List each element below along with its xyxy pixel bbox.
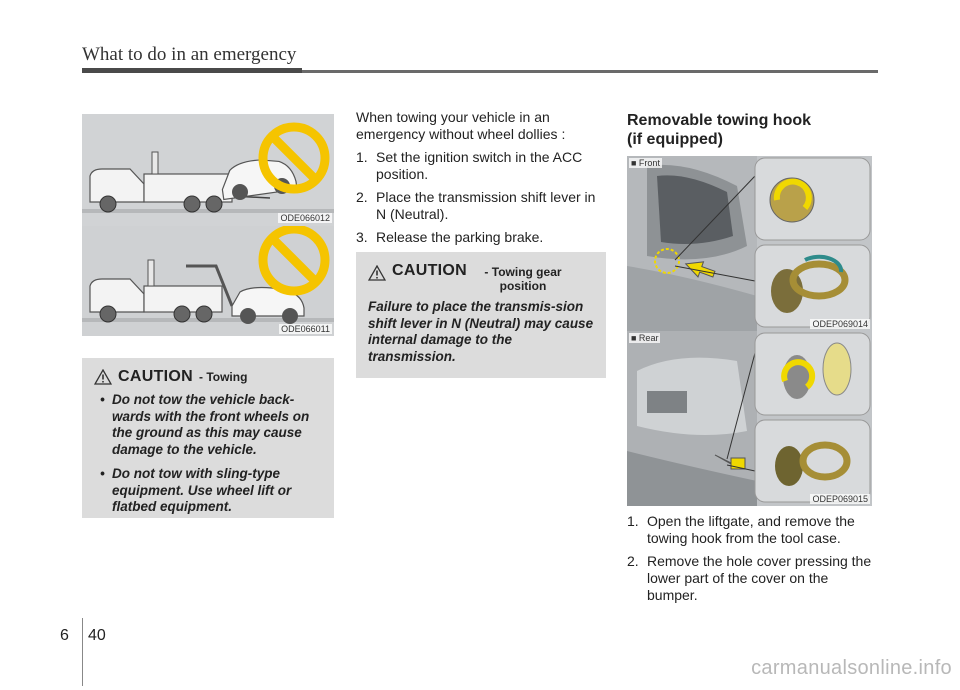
figure-front-hook [627,156,872,331]
step-text: Place the transmission shift lever in N (Neutral). [376,189,596,222]
step-number: 1. [627,513,639,529]
caution-bullet: • Do not tow the vehicle back-wards with the front wheels on the ground as this may cause damage to the vehicle. [94,392,322,458]
figure-flatbed-tow [82,114,334,226]
prohibited-icon [254,226,334,300]
caution-text: Failure to place the transmis-sion shift lever in N (Neutral) may cause internal damage to the transmission. [368,299,594,364]
warning-triangle-icon [368,265,386,281]
step-text: Set the ignition switch in the ACC position. [376,149,583,182]
caution-box-towing [82,358,334,518]
figure-rear-hook [627,331,872,506]
caution-subtitle: - Towing gear position [484,265,562,293]
prohibited-icon [254,118,334,198]
procedure-step [627,553,879,604]
caution-box-gear-position [356,252,606,378]
caution-bullet: • Do not tow with sling-type equipment. Use wheel lift or flatbed equipment. [94,466,322,516]
step-number: 3. [356,229,368,245]
header-rule [82,70,878,73]
figure-label: ■ Front [631,158,660,168]
figure-id: ODEP069015 [812,494,868,504]
page-number: 40 [88,627,106,644]
figure-sling-tow [82,226,334,336]
step-text: Remove the hole cover pressing the lower part of the cover on the bumper. [647,553,872,603]
page-header-title: What to do in an emergency [82,44,297,65]
caution-label: CAUTION [118,368,193,385]
procedure-intro: When towing your vehicle in an emergency without wheel dollies : [356,109,566,142]
step-text: Release the parking brake. [376,229,544,245]
figure-id: ODEP069014 [812,319,868,329]
chapter-number: 6 [60,627,69,644]
footer-rule [82,618,83,686]
section-title [627,111,811,149]
rear-bumper-illustration [627,331,872,506]
figure-label: ■ Rear [631,333,659,343]
procedure-step [627,513,879,547]
towing-procedure [356,109,604,246]
warning-triangle-icon [94,369,112,385]
hook-procedure [627,509,879,604]
section-title-line: Removable towing hook [627,112,812,129]
procedure-step [356,149,604,183]
caution-subtitle: - Towing [198,370,248,384]
section-title-line: (if equipped) [627,131,723,148]
caution-heading [368,262,594,293]
figure-id: ODE066012 [280,213,330,223]
procedure-step [356,189,604,223]
step-text: Open the liftgate, and remove the towing hook from the tool case. [647,513,855,546]
step-number: 2. [356,189,368,205]
figure-id: ODE066011 [281,324,330,334]
step-number: 1. [356,149,368,165]
front-bumper-illustration [627,156,872,331]
procedure-step [356,229,604,246]
caution-heading [94,368,322,386]
watermark: carmanualsonline.info [751,657,952,679]
caution-label: CAUTION [392,262,467,279]
step-number: 2. [627,553,639,569]
